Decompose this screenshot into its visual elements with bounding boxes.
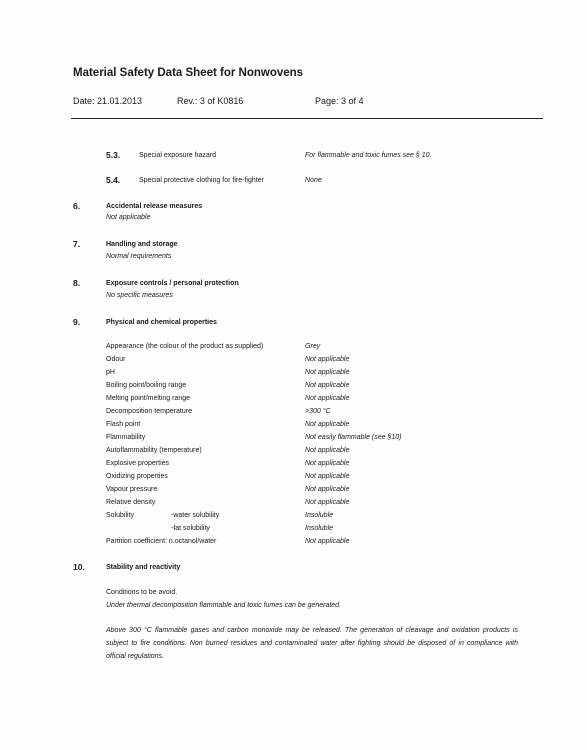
subsection-label: Special exposure hazard [139,152,217,159]
property-label: Solubility [106,512,135,519]
section-number: 10. [73,562,85,572]
property-label: Oxidizing properties [106,473,168,480]
property-label: Partition coefficient: n.octanol/water [106,538,217,545]
section-text: Normal requirements [106,253,172,260]
property-value: Not applicable [305,486,350,493]
section-title: Physical and chemical properties [106,319,217,326]
property-value: Not applicable [305,421,350,428]
property-label: Boiling point/boiling range [106,382,187,389]
property-label: Flammability [106,434,146,441]
document-title: Material Safety Data Sheet for Nonwovens [73,67,304,79]
section-title: Stability and reactivity [106,564,181,571]
header-divider [71,118,543,119]
header-page-number: Page: 3 of 4 [315,96,364,106]
section-title: Exposure controls / personal protection [106,280,239,287]
property-label: Autoflammability (temperature) [106,447,202,454]
section-title: Handling and storage [106,241,178,248]
property-value: >300 °C [305,408,331,415]
property-label: Odour [106,356,126,363]
property-sublabel: -water solubility [171,512,220,519]
property-value: Not applicable [305,473,350,480]
property-value: Not applicable [305,356,350,363]
property-sublabel: -fat solubility [171,525,210,532]
property-value: Not applicable [305,369,350,376]
section-number: 8. [73,278,81,288]
subsection-number: 5.3. [106,150,121,160]
section-number: 7. [73,239,81,249]
property-label: Relative density [106,499,156,506]
property-value: Not applicable [305,447,350,454]
property-value: Not applicable [305,460,350,467]
header-date: Date: 21.01.2013 [73,96,143,106]
property-label: Decomposition temperature [106,408,192,415]
property-label: Melting point/melting range [106,395,191,402]
section-text: Not applicable [106,214,151,221]
subsection-value: None [305,177,322,184]
property-value: Grey [305,343,321,350]
property-label: pH [106,369,115,376]
subsection-number: 5.4. [106,175,121,185]
property-value: Not applicable [305,538,350,545]
stability-paragraph: Above 300 °C flammable gases and carbon monoxide may be released. The generation of cleavage and oxidation products is subject to fire conditions. Non burned residues and contaminated water after fighting should be disposed of in compliance with official regulations. [106,627,518,660]
section-number: 9. [73,317,81,327]
property-value: Not applicable [305,395,350,402]
section-number: 6. [73,201,81,211]
subsection-label: Special protective clothing for fire-fighter [139,177,264,184]
section-title: Accidental release measures [106,203,203,210]
property-label: Vapour pressure [106,486,158,493]
property-value: Insoluble [305,525,334,532]
property-label: Appearance (the colour of the product as supplied) [106,343,264,350]
header-revision: Rev.: 3 of K0816 [177,96,244,106]
subsection-value: For flammable and toxic fumes see § 10. [305,152,432,159]
stability-conditions: Conditions to be avoid. [106,589,178,596]
stability-note: Under thermal decomposition flammable and toxic fumes can be generated. [106,602,342,609]
property-label: Explosive properties [106,460,170,467]
property-value: Insoluble [305,512,334,519]
section-text: No specific measures [106,292,173,299]
property-value: Not easily flammable (see §10) [305,434,402,441]
property-value: Not applicable [305,499,350,506]
property-value: Not applicable [305,382,350,389]
property-label: Flash point [106,421,141,428]
